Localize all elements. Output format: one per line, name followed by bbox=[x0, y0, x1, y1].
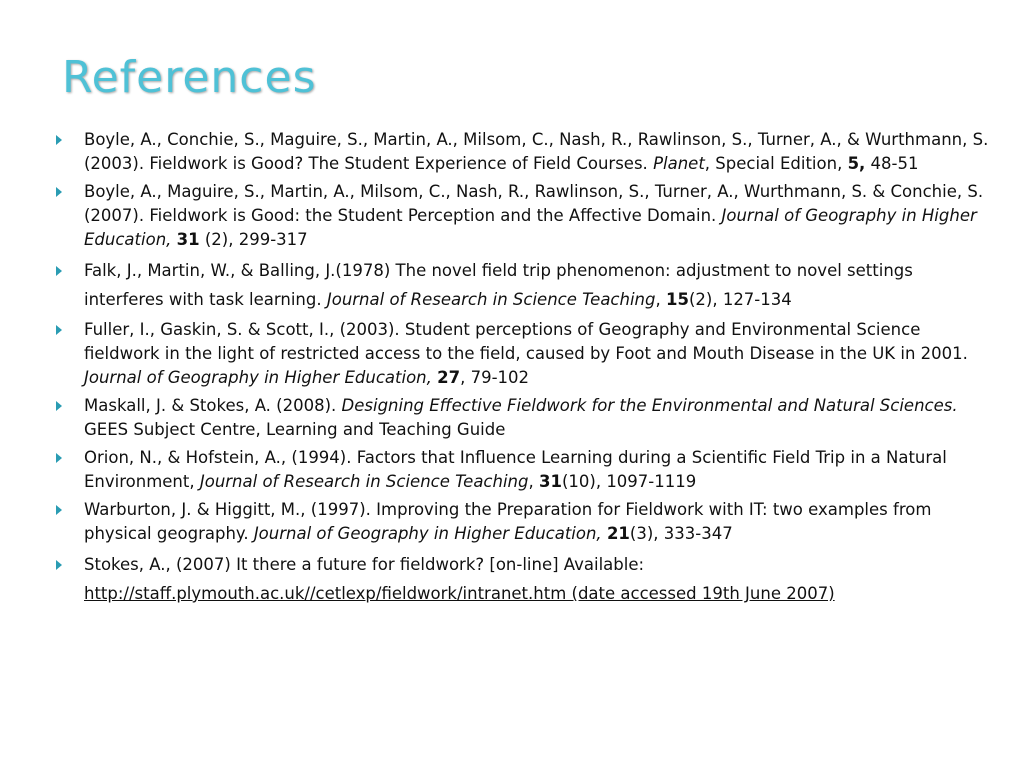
reference-title: Designing Effective Fieldwork for the Environmental and Natural Sciences. bbox=[341, 396, 958, 415]
arrow-bullet-icon bbox=[56, 560, 62, 570]
reference-journal: Journal of Research in Science Teaching bbox=[199, 472, 529, 491]
reference-journal: Planet bbox=[653, 154, 705, 173]
reference-text: Boyle, A., Maguire, S., Martin, A., Milsom, C., Nash, R., Rawlinson, S., Turner, A., Wurthmann, S. & Conchie, S. (2007). Fieldwork is Good: the Student Perception and the Affective Domain. bbox=[84, 182, 984, 225]
reference-journal: Journal of Geography in Higher Education, bbox=[84, 368, 432, 387]
reference-item bbox=[56, 128, 996, 176]
arrow-bullet-icon bbox=[56, 187, 62, 197]
reference-volume: 5, bbox=[847, 154, 866, 173]
reference-volume: 31 bbox=[176, 230, 200, 249]
reference-item bbox=[56, 394, 996, 442]
reference-text: Orion, N., & Hofstein, A., (1994). Factors that Influence Learning during a Scientific Field Trip in a Natural Environment, bbox=[84, 448, 947, 491]
reference-text: Falk, J., Martin, W., & Balling, J.(1978) The novel field trip phenomenon: adjustment to novel settings interferes with task learning. bbox=[84, 261, 913, 309]
reference-text: GEES Subject Centre, Learning and Teaching Guide bbox=[84, 420, 506, 439]
reference-pages: (10), 1097-1119 bbox=[561, 472, 697, 491]
reference-text: Fuller, I., Gaskin, S. & Scott, I., (2003). Student perceptions of Geography and Environmental Science fieldwork in the light of restricted access to the field, caused by Foot and Mouth Disease in the UK in 2001. bbox=[84, 320, 968, 363]
reference-text: Warburton, J. & Higgitt, M., (1997). Improving the Preparation for Fieldwork with IT: two examples from physical geography. bbox=[84, 500, 932, 543]
arrow-bullet-icon bbox=[56, 505, 62, 515]
reference-text: Maskall, J. & Stokes, A. (2008). bbox=[84, 396, 342, 415]
reference-volume: 31 bbox=[538, 472, 562, 491]
reference-pages: (2), 127-134 bbox=[688, 290, 792, 309]
reference-pages: 48-51 bbox=[865, 154, 919, 173]
slide-title: References bbox=[62, 52, 317, 103]
reference-text: Boyle, A., Conchie, S., Maguire, S., Martin, A., Milsom, C., Nash, R., Rawlinson, S., Turner, A., & Wurthmann, S. (2003). Fieldwork is Good? The Student Experience of Field Courses. bbox=[84, 130, 989, 173]
reference-journal: Journal of Geography in Higher Education, bbox=[84, 206, 977, 249]
reference-text: , Special Edition, bbox=[704, 154, 848, 173]
reference-item bbox=[56, 318, 996, 390]
reference-text: , bbox=[655, 290, 666, 309]
reference-volume: 27 bbox=[437, 368, 461, 387]
reference-pages: , 79-102 bbox=[460, 368, 530, 387]
reference-volume: 15 bbox=[665, 290, 689, 309]
arrow-bullet-icon bbox=[56, 325, 62, 335]
arrow-bullet-icon bbox=[56, 401, 62, 411]
reference-text: , bbox=[528, 472, 539, 491]
reference-volume: 21 bbox=[606, 524, 630, 543]
reference-list bbox=[56, 128, 996, 612]
reference-item bbox=[56, 256, 996, 314]
reference-journal: Journal of Research in Science Teaching bbox=[326, 290, 656, 309]
reference-text: Stokes, A., (2007) It there a future for fieldwork? [on-line] Available: bbox=[84, 555, 645, 574]
reference-pages: (2), 299-317 bbox=[199, 230, 308, 249]
arrow-bullet-icon bbox=[56, 453, 62, 463]
reference-item bbox=[56, 446, 996, 494]
arrow-bullet-icon bbox=[56, 266, 62, 276]
arrow-bullet-icon bbox=[56, 135, 62, 145]
reference-item bbox=[56, 550, 996, 608]
reference-journal: Journal of Geography in Higher Education, bbox=[253, 524, 602, 543]
reference-item bbox=[56, 180, 996, 252]
reference-item bbox=[56, 498, 996, 546]
reference-pages: (3), 333-347 bbox=[629, 524, 733, 543]
reference-url-link[interactable]: http://staff.plymouth.ac.uk//cetlexp/fieldwork/intranet.htm (date accessed 19th June 2007) bbox=[84, 584, 835, 603]
